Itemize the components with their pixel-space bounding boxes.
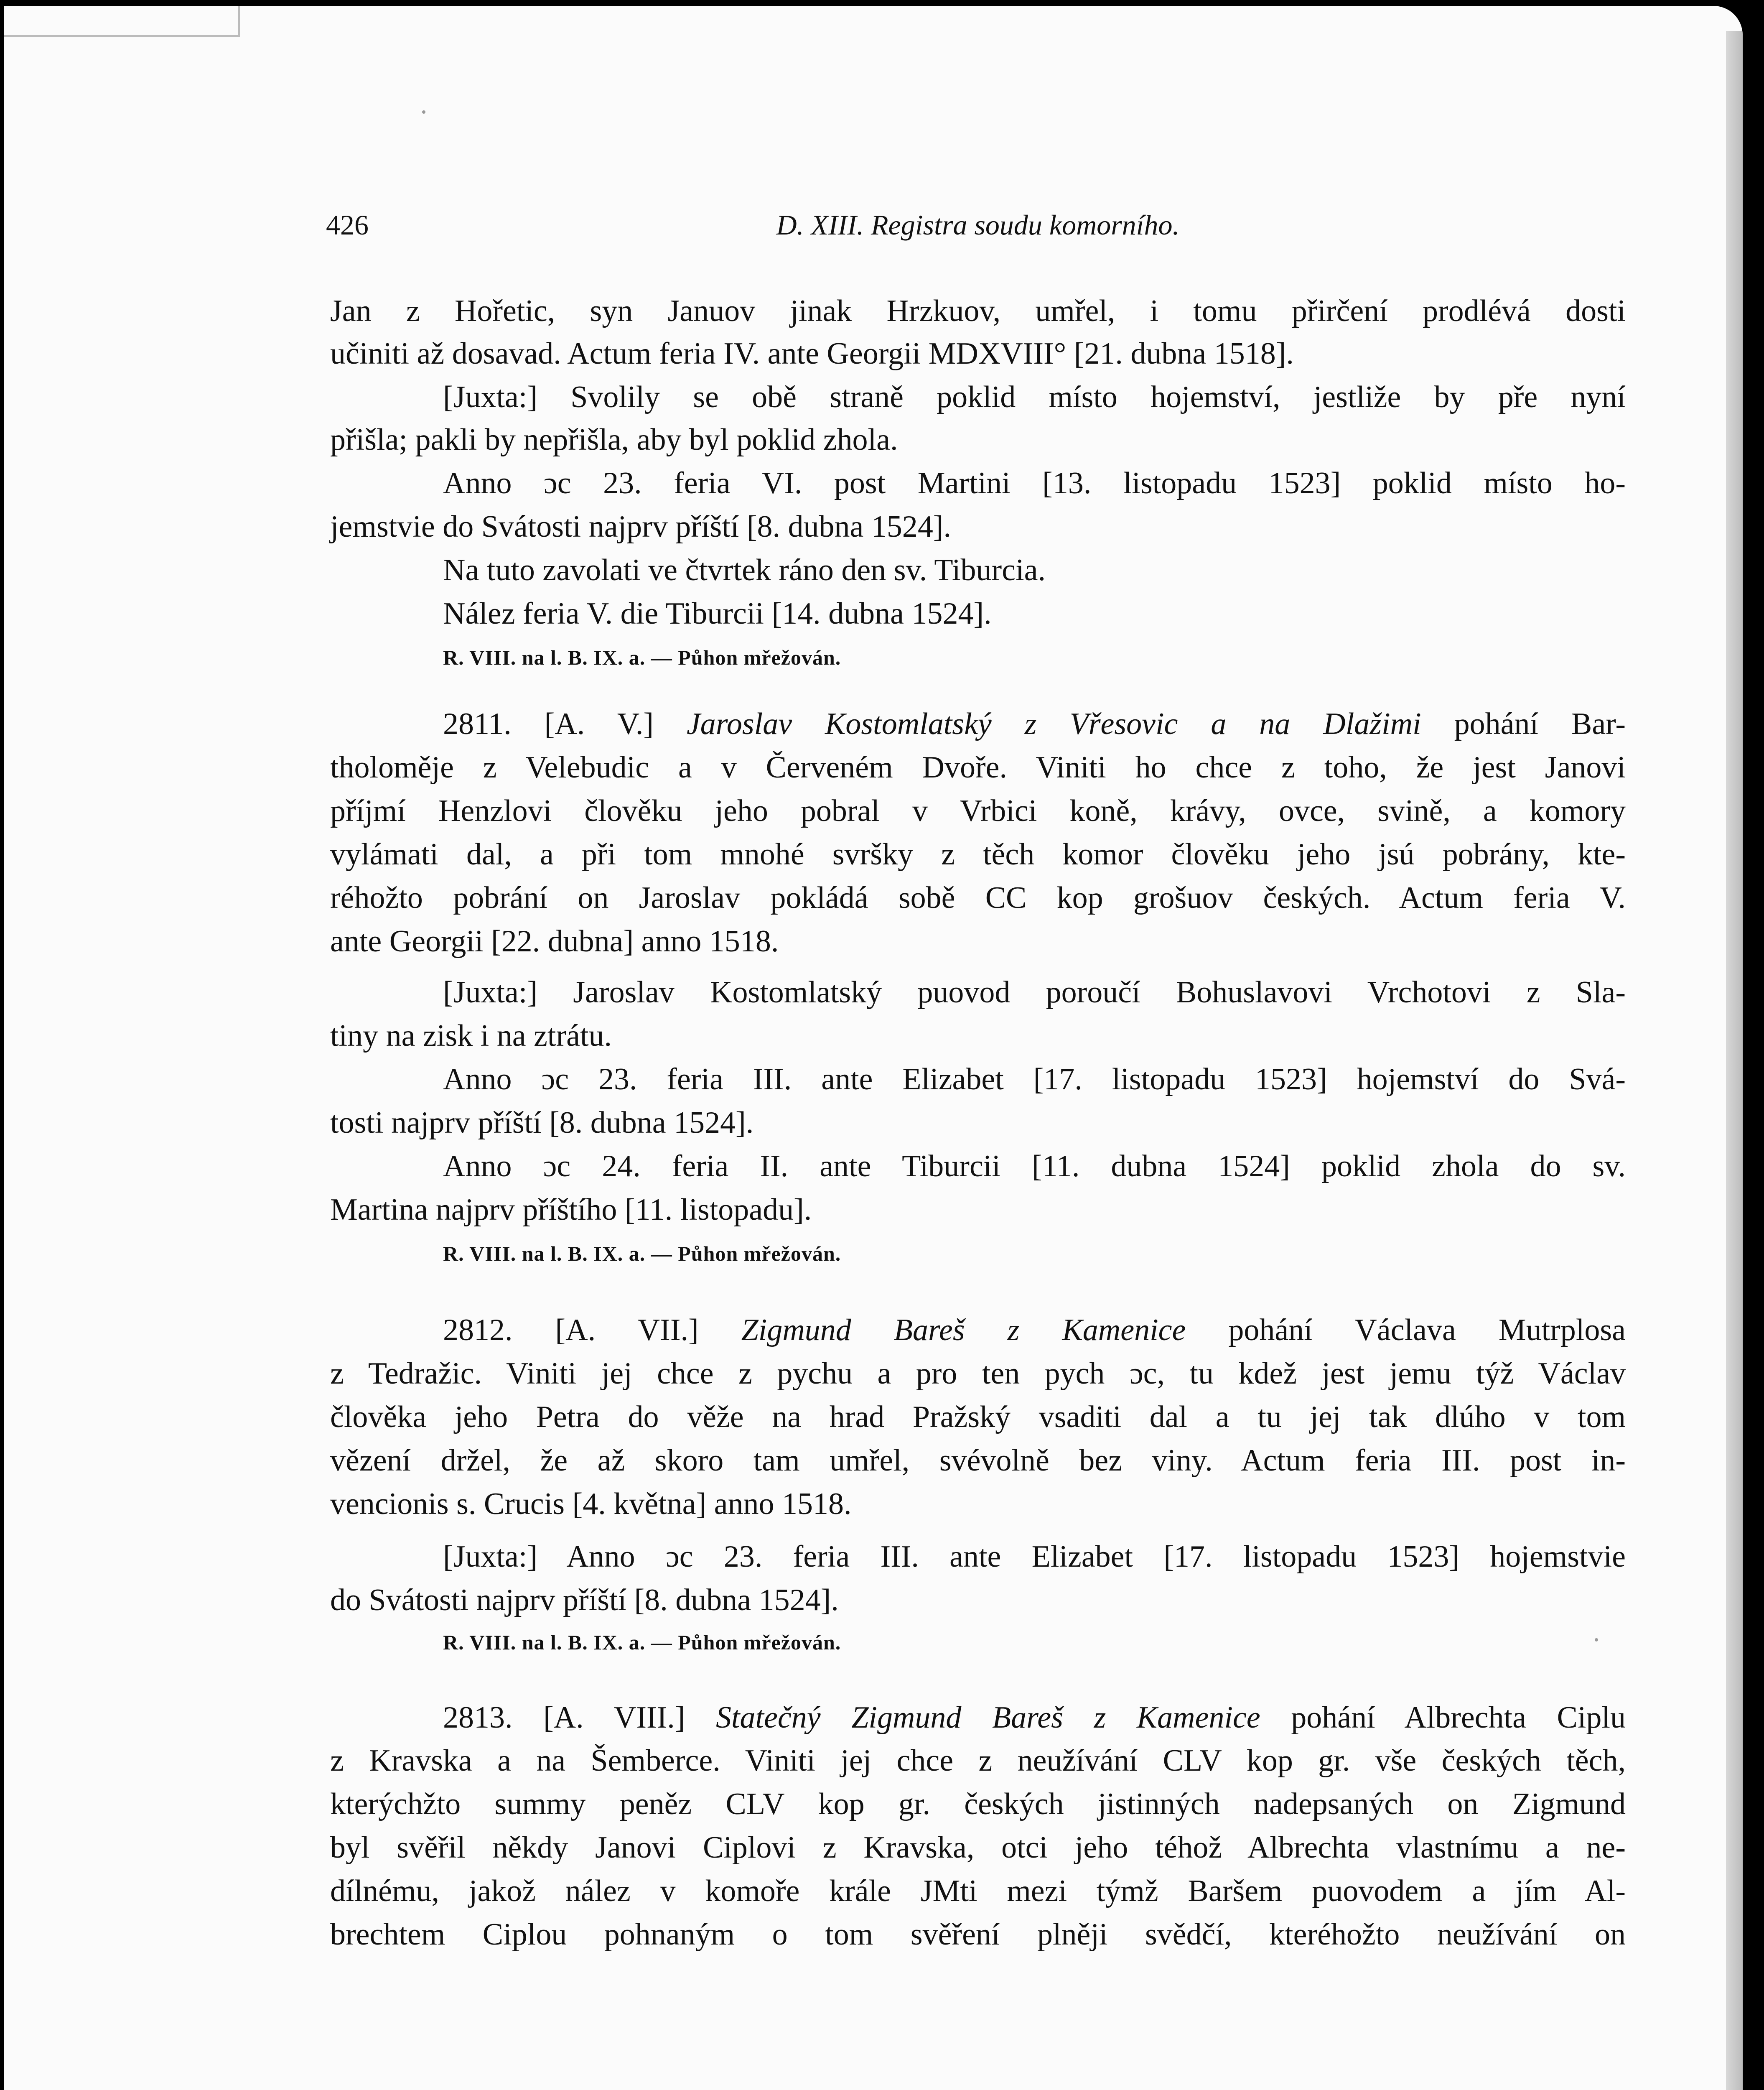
signature-note: R. VIII. na l. B. IX. a. — Půhon mřežován. bbox=[443, 1631, 841, 1654]
scan-speck bbox=[1595, 1638, 1598, 1641]
text-line: Anno ɔc 23. feria VI. post Martini [13. listopadu 1523] poklid místo ho- bbox=[443, 466, 1626, 500]
text-line: [Juxta:] Anno ɔc 23. feria III. ante Elizabet [17. listopadu 1523] hojemstvie bbox=[443, 1539, 1626, 1574]
text-line: [Juxta:] Svolily se obě straně poklid místo hojemství, jestliže by pře nyní bbox=[443, 380, 1626, 414]
scan-edge-mark bbox=[4, 6, 240, 37]
text-line: vylámati dal, a při tom mnohé svršky z těch komor člověku jeho jsú pobrány, kte- bbox=[330, 837, 1626, 872]
text-line: brechtem Ciplou pohnaným o tom svěření plněji svědčí, kteréhožto neužívání on bbox=[330, 1917, 1626, 1952]
text-line: z Tedražic. Viniti jej chce z pychu a pro ten pych ɔc, tu kdež jest jemu týž Václav bbox=[330, 1356, 1626, 1391]
signature-note: R. VIII. na l. B. IX. a. — Půhon mřežován. bbox=[443, 646, 841, 669]
text-line: tosti najprv příští [8. dubna 1524]. bbox=[330, 1106, 754, 1140]
text-line: réhožto pobrání on Jaroslav pokládá sobě CC kop grošuov českých. Actum feria V. bbox=[330, 881, 1626, 915]
text-line: Martina najprv příštího [11. listopadu]. bbox=[330, 1193, 812, 1227]
text-line: Na tuto zavolati ve čtvrtek ráno den sv. Tiburcia. bbox=[443, 553, 1046, 587]
page-sheet bbox=[4, 6, 1743, 2090]
entry-heading bbox=[443, 1309, 1626, 1351]
text-line: učiniti až dosavad. Actum feria IV. ante Georgii MDXVIII° [21. dubna 1518]. bbox=[330, 336, 1294, 371]
text-line: tiny na zisk i na ztrátu. bbox=[330, 1019, 612, 1053]
text-line: vencionis s. Crucis [4. května] anno 1518. bbox=[330, 1487, 852, 1521]
entry-number: 2811. [A. V.] bbox=[443, 707, 687, 741]
entry-party: Jaroslav Kostomlatský z Vřesovic a na Dlažimi bbox=[686, 707, 1421, 741]
entry-heading-rest: pohání Albrechta Ciplu bbox=[1260, 1700, 1626, 1735]
scan-speck bbox=[422, 110, 425, 114]
entry-party: Zigmund Bareš z Kamenice bbox=[741, 1313, 1186, 1347]
text-line: ante Georgii [22. dubna] anno 1518. bbox=[330, 924, 779, 958]
signature-note: R. VIII. na l. B. IX. a. — Půhon mřežován. bbox=[443, 1242, 841, 1265]
entry-heading-rest: pohání Bar- bbox=[1421, 707, 1626, 741]
page-header bbox=[326, 209, 1630, 255]
text-line: Jan z Hořetic, syn Januov jinak Hrzkuov, umřel, i tomu přirčení prodlévá dosti bbox=[330, 294, 1626, 328]
text-line: Anno ɔc 23. feria III. ante Elizabet [17. listopadu 1523] hojemství do Svá- bbox=[443, 1062, 1626, 1096]
text-line: člověka jeho Petra do věže na hrad Pražský vsaditi dal a tu jej tak dlúho v tom bbox=[330, 1400, 1626, 1434]
text-line: [Juxta:] Jaroslav Kostomlatský puovod poroučí Bohuslavovi Vrchotovi z Sla- bbox=[443, 975, 1626, 1009]
text-line: vězení držel, že až skoro tam umřel, svévolně bez viny. Actum feria III. post in- bbox=[330, 1443, 1626, 1478]
text-line: tholoměje z Velebudic a v Červeném Dvoře. Viniti ho chce z toho, že jest Janovi bbox=[330, 750, 1626, 785]
entry-heading-rest: pohání Václava Mutrplosa bbox=[1186, 1313, 1626, 1347]
text-line: do Svátosti najprv příští [8. dubna 1524]. bbox=[330, 1583, 839, 1617]
entry-heading bbox=[443, 703, 1626, 745]
text-line: kterýchžto summy peněz CLV kop gr. českých jistinných nadepsaných on Zigmund bbox=[330, 1787, 1626, 1821]
running-title: D. XIII. Registra soudu komorního. bbox=[776, 209, 1180, 241]
entry-number: 2813. [A. VIII.] bbox=[443, 1700, 716, 1735]
entry-party: Statečný Zigmund Bareš z Kamenice bbox=[716, 1700, 1260, 1735]
text-line: přišla; pakli by nepřišla, aby byl poklid zhola. bbox=[330, 423, 898, 457]
text-line: z Kravska a na Šemberce. Viniti jej chce z neužívání CLV kop gr. vše českých těch, bbox=[330, 1743, 1626, 1778]
text-line: dílnému, jakož nález v komoře krále JMti mezi týmž Baršem puovodem a jím Al- bbox=[330, 1874, 1626, 1908]
text-line: Nález feria V. die Tiburcii [14. dubna 1524]. bbox=[443, 596, 992, 631]
text-line: příjmí Henzlovi člověku jeho pobral v Vrbici koně, krávy, ovce, svině, a komory bbox=[330, 794, 1626, 828]
text-line: byl svěřil někdy Janovi Ciplovi z Kravska, otci jeho téhož Albrechta vlastnímu a ne- bbox=[330, 1830, 1626, 1865]
entry-heading bbox=[443, 1697, 1626, 1738]
text-line: Anno ɔc 24. feria II. ante Tiburcii [11. dubna 1524] poklid zhola do sv. bbox=[443, 1149, 1626, 1183]
entry-number: 2812. [A. VII.] bbox=[443, 1313, 741, 1347]
page-number: 426 bbox=[326, 209, 369, 241]
text-line: jemstvie do Svátosti najprv příští [8. dubna 1524]. bbox=[330, 510, 951, 544]
page-edge-shadow bbox=[1726, 31, 1743, 2090]
